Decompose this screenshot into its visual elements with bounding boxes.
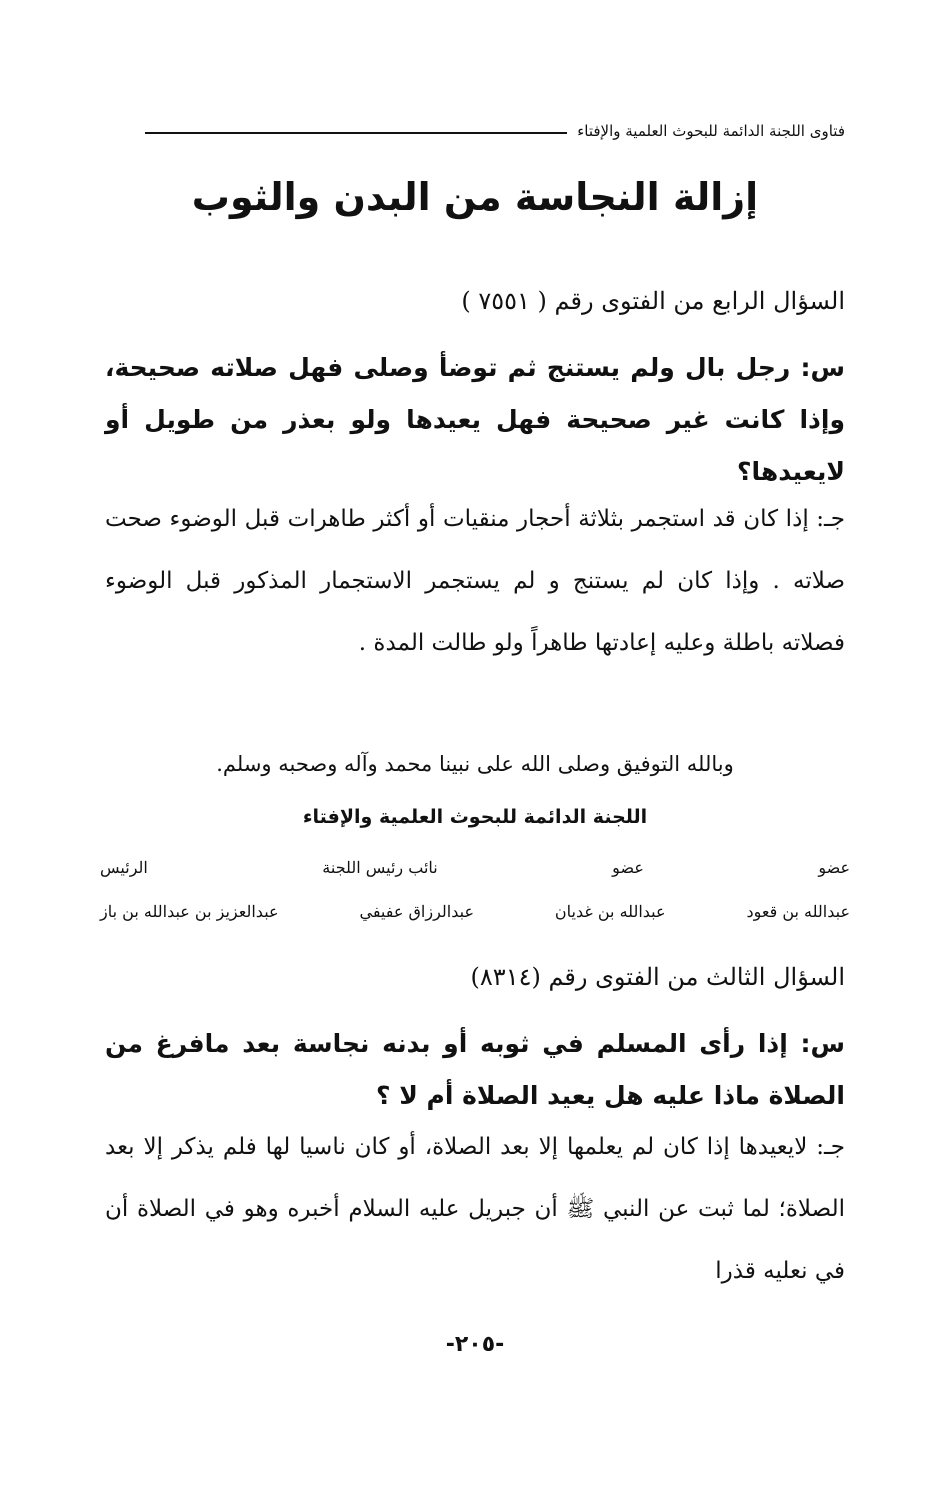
- signatory-title: عضو: [818, 858, 850, 877]
- signatory-title: نائب رئيس اللجنة: [322, 858, 438, 877]
- signatory-names-row: [100, 902, 850, 921]
- signatory-name: عبدالعزيز بن عبدالله بن باز: [100, 902, 279, 921]
- signatory-titles-row: [100, 858, 850, 877]
- signatory-title: عضو: [612, 858, 644, 877]
- page-title: إزالة النجاسة من البدن والثوب: [191, 175, 759, 219]
- running-header: [145, 116, 845, 146]
- closing-formula: وبالله التوفيق وصلى الله على نبينا محمد وآله وصحبه وسلم.: [216, 752, 734, 776]
- page-number: -٢٠٥-: [445, 1332, 505, 1357]
- fatwa2-answer: جـ: لايعيدها إذا كان لم يعلمها إلا بعد الصلاة، أو كان ناسيا لها فلم يذكر إلا بعد الصلاة؛ لما ثبت عن النبي ﷺ أن جبريل عليه السلام أخبره وهو في الصلاة أن في نعليه قذرا: [105, 1134, 845, 1284]
- fatwa1-reference: السؤال الرابع من الفتوى رقم ( ٧٥٥١ ): [461, 287, 845, 315]
- signatory-title: الرئيس: [100, 858, 148, 877]
- signatory-name: عبدالله بن قعود: [746, 902, 850, 921]
- fatwa2-reference: السؤال الثالث من الفتوى رقم (٨٣١٤): [470, 963, 845, 991]
- signatory-name: عبدالرزاق عفيفي: [359, 902, 474, 921]
- committee-name: اللجنة الدائمة للبحوث العلمية والإفتاء: [302, 806, 648, 828]
- fatwa1-answer: جـ: إذا كان قد استجمر بثلاثة أحجار منقيات أو أكثر طاهرات قبل الوضوء صحت صلاته . وإذا كان لم يستنج و لم يستجمر الاستجمار المذكور قبل الوضوء فصلاته باطلة وعليه إعادتها طاهراً ولو طالت المدة .: [105, 506, 845, 656]
- header-rule: [145, 132, 567, 134]
- running-header-title: فتاوى اللجنة الدائمة للبحوث العلمية والإفتاء: [577, 122, 845, 140]
- fatwa1-question: س: رجل بال ولم يستنج ثم توضأ وصلى فهل صلاته صحيحة، وإذا كانت غير صحيحة فهل يعيدها ولو بعذر من طويل أو لايعيدها؟: [105, 353, 845, 486]
- fatwa2-question: س: إذا رأى المسلم في ثوبه أو بدنه نجاسة بعد مافرغ من الصلاة ماذا عليه هل يعيد الصلاة أم لا ؟: [105, 1029, 845, 1110]
- signatory-name: عبدالله بن غديان: [554, 902, 666, 921]
